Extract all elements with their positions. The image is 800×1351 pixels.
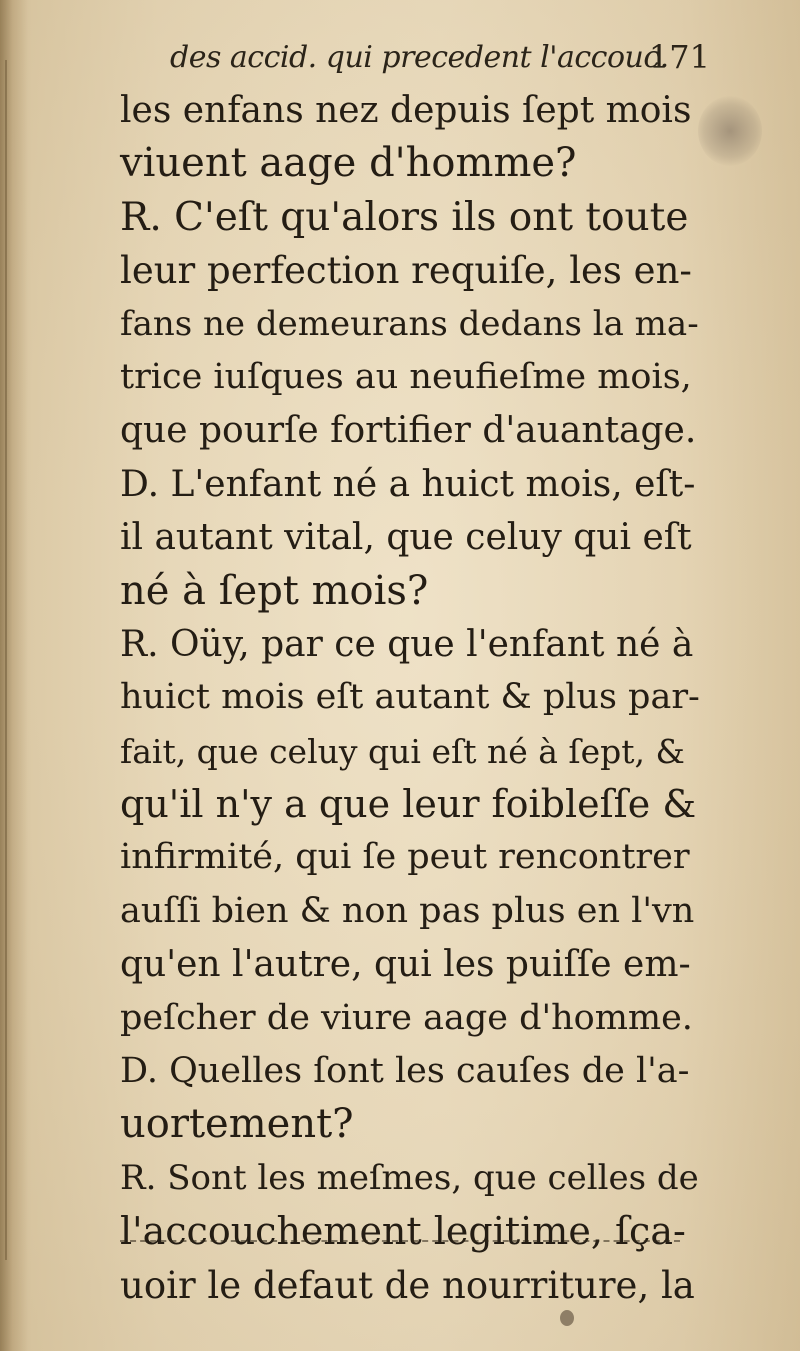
text-line: trice iuſques au neufieſme mois, — [120, 356, 692, 397]
text-line: fans ne demeurans dedans la ma- — [120, 303, 699, 344]
text-line: l'accouchement legitime, ſça- — [120, 1209, 686, 1254]
text-line: leur perfection requiſe, les en- — [120, 249, 692, 293]
text-line: qu'il n'y a que leur foibleſſe & — [120, 782, 697, 827]
text-line: R. C'eſt qu'alors ils ont toute — [120, 194, 689, 240]
ink-spot — [560, 1310, 574, 1326]
text-block — [120, 84, 710, 1312]
text-line: les enfans nez depuis ſept mois — [120, 90, 692, 131]
text-line: R. Sont les meſmes, que celles de — [120, 1157, 699, 1198]
text-line: R. Oüy, par ce que l'enfant né à — [120, 623, 694, 665]
text-line: que pourſe fortifier d'auantage. — [120, 410, 697, 452]
text-line: il autant vital, que celuy qui eſt — [120, 517, 692, 559]
text-line: uoir le defaut de nourriture, la — [120, 1263, 695, 1307]
text-line: D. L'enfant né a huict mois, eſt- — [120, 463, 696, 505]
text-line: viuent aage d'homme? — [120, 140, 577, 187]
text-line: D. Quelles ſont les cauſes de l'a- — [120, 1051, 690, 1092]
text-line: infirmité, qui ſe peut rencontrer — [120, 837, 690, 878]
page-number: 171 — [648, 38, 710, 76]
text-line: qu'en l'autre, qui les puiſſe em- — [120, 944, 691, 986]
page-edge — [5, 60, 7, 1260]
underline-rule — [120, 1240, 680, 1242]
running-head — [170, 34, 710, 78]
text-line: auſſi bien & non pas plus en l'vn — [120, 890, 695, 931]
text-line: uortement? — [120, 1101, 354, 1148]
text-line: né à ſept mois? — [120, 567, 429, 614]
text-line: fait, que celuy qui eſt né à ſept, & — [120, 731, 685, 771]
running-head-title: des accid. qui precedent l'accouc. — [170, 40, 669, 75]
text-line: huict mois eſt autant & plus par- — [120, 677, 700, 718]
text-line: peſcher de viure aage d'homme. — [120, 997, 693, 1038]
